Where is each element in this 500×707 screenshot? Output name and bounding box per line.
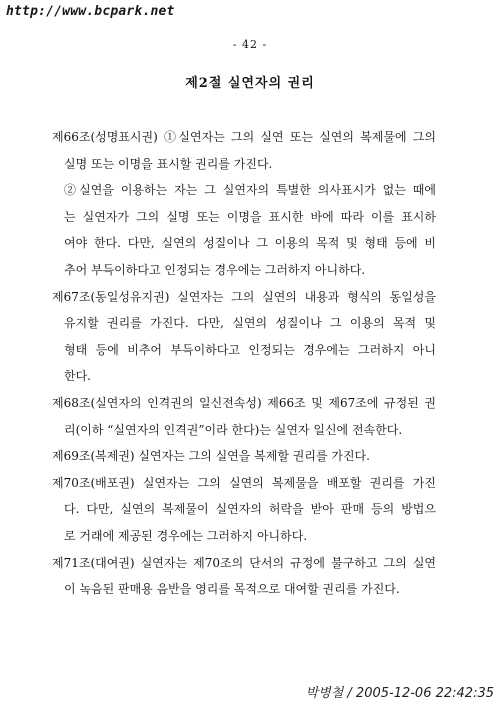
site-watermark: http://www.bcpark.net (6, 4, 175, 19)
text-line: 다. 다만, 실연의 복제물이 실연자의 허락을 받아 판매 등의 방법으 (64, 502, 436, 517)
page-number: - 42 - (232, 38, 268, 51)
text-line: 제67조(동일성유지권) 실연자는 그의 실연의 내용과 형식의 동일성을 (52, 289, 436, 304)
text-line: 제68조(실연자의 인격권의 일신전속성) 제66조 및 제67조에 규정된 권 (52, 395, 436, 410)
text-line: 실명 또는 이명을 표시할 권리를 가진다. (64, 156, 273, 171)
text-line: 제70조(배포권) 실연자는 그의 실연의 복제물을 배포할 권리를 가진 (52, 475, 436, 490)
text-line: 이 녹음된 판매용 음반을 영리를 목적으로 대여할 권리를 가진다. (64, 582, 400, 597)
text-line: 리(이하 “실연자의 인격권”이라 한다)는 실연자 일신에 전속한다. (64, 422, 403, 437)
text-line: 한다. (64, 369, 91, 384)
text-line: 는 실연자가 그의 실명 또는 이명을 표시한 바에 따라 이를 표시하 (64, 209, 436, 224)
body-text (52, 124, 436, 603)
text-line: 제71조(대여권) 실연자는 제70조의 단서의 규정에 불구하고 그의 실연 (52, 555, 436, 570)
text-line: 추어 부득이하다고 인정되는 경우에는 그러하지 아니하다. (64, 262, 366, 277)
text-line: 유지할 권리를 가진다. 다만, 실연의 성질이나 그 이용의 목적 및 (64, 316, 436, 331)
text-line: 형태 등에 비추어 부득이하다고 인정되는 경우에는 그러하지 아니 (64, 342, 436, 357)
text-line: 제69조(복제권) 실연자는 그의 실연을 복제할 권리를 가진다. (52, 449, 370, 464)
footer-timestamp: 박병철 / 2005-12-06 22:42:35 (305, 686, 494, 701)
section-title: 제2절 실연자의 권리 (185, 76, 315, 91)
text-line: 제66조(성명표시권) ①실연자는 그의 실연 또는 실연의 복제물에 그의 (52, 130, 436, 144)
text-line: 여야 한다. 다만, 실연의 성질이나 그 이용의 목적 및 형태 등에 비 (64, 236, 436, 251)
text-line: 로 거래에 제공된 경우에는 그러하지 아니하다. (64, 528, 308, 543)
text-line: ②실연을 이용하는 자는 그 실연자의 특별한 의사표시가 없는 때에 (64, 183, 436, 198)
